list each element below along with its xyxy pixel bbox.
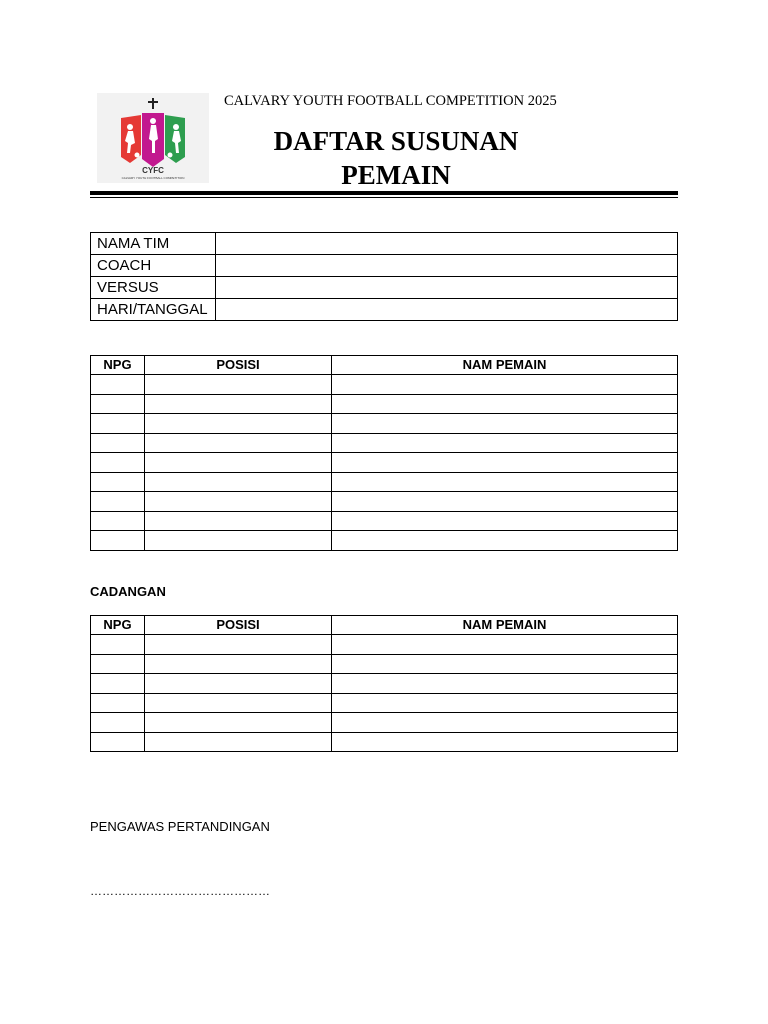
npg-cell[interactable] xyxy=(91,732,145,752)
col-header-posisi: POSISI xyxy=(145,356,332,375)
title-line-2: PEMAIN xyxy=(341,160,451,190)
nama-pemain-cell[interactable] xyxy=(332,531,678,551)
info-label: HARI/TANGGAL xyxy=(91,299,216,321)
npg-cell[interactable] xyxy=(91,394,145,414)
col-header-npg: NPG xyxy=(91,616,145,635)
info-label: COACH xyxy=(91,255,216,277)
nama-pemain-cell[interactable] xyxy=(332,511,678,531)
nama-pemain-cell[interactable] xyxy=(332,472,678,492)
table-row xyxy=(91,394,678,414)
npg-cell[interactable] xyxy=(91,414,145,434)
col-header-nama: NAM PEMAIN xyxy=(332,356,678,375)
table-row xyxy=(91,635,678,655)
posisi-cell[interactable] xyxy=(145,433,332,453)
table-row xyxy=(91,531,678,551)
competition-title: CALVARY YOUTH FOOTBALL COMPETITION 2025 xyxy=(224,93,557,109)
npg-cell[interactable] xyxy=(91,375,145,395)
npg-cell[interactable] xyxy=(91,693,145,713)
posisi-cell[interactable] xyxy=(145,635,332,655)
header-rule-thick xyxy=(90,191,678,195)
nama-pemain-cell[interactable] xyxy=(332,732,678,752)
posisi-cell[interactable] xyxy=(145,375,332,395)
info-row-nama-tim xyxy=(91,233,678,255)
nama-pemain-cell[interactable] xyxy=(332,635,678,655)
posisi-cell[interactable] xyxy=(145,713,332,733)
npg-cell[interactable] xyxy=(91,713,145,733)
table-row xyxy=(91,492,678,512)
posisi-cell[interactable] xyxy=(145,511,332,531)
document-title xyxy=(246,124,546,192)
nama-pemain-cell[interactable] xyxy=(332,713,678,733)
posisi-cell[interactable] xyxy=(145,732,332,752)
nama-pemain-cell[interactable] xyxy=(332,492,678,512)
nama-pemain-cell[interactable] xyxy=(332,654,678,674)
header-rule-thin xyxy=(90,197,678,198)
npg-cell[interactable] xyxy=(91,654,145,674)
info-label: VERSUS xyxy=(91,277,216,299)
posisi-cell[interactable] xyxy=(145,693,332,713)
logo-text: CYFC xyxy=(142,166,164,175)
roster-header-row xyxy=(91,356,678,375)
table-row xyxy=(91,414,678,434)
col-header-posisi: POSISI xyxy=(145,616,332,635)
pengawas-label: PENGAWAS PERTANDINGAN xyxy=(90,819,270,834)
cyfc-logo xyxy=(97,93,209,183)
col-header-nama: NAM PEMAIN xyxy=(332,616,678,635)
nama-pemain-cell[interactable] xyxy=(332,674,678,694)
info-value-field[interactable] xyxy=(216,255,678,277)
posisi-cell[interactable] xyxy=(145,492,332,512)
info-value-field[interactable] xyxy=(216,299,678,321)
table-row xyxy=(91,713,678,733)
signature-line: ……………………………………… xyxy=(90,884,270,898)
starting-roster-body xyxy=(91,375,678,551)
substitutes-body xyxy=(91,635,678,752)
npg-cell[interactable] xyxy=(91,492,145,512)
table-row xyxy=(91,693,678,713)
title-line-1: DAFTAR SUSUNAN xyxy=(273,126,519,156)
logo-subtext: CALVARY YOUTH FOOTBALL COMPETITION xyxy=(121,176,185,180)
nama-pemain-cell[interactable] xyxy=(332,433,678,453)
table-row xyxy=(91,472,678,492)
posisi-cell[interactable] xyxy=(145,531,332,551)
nama-pemain-cell[interactable] xyxy=(332,375,678,395)
posisi-cell[interactable] xyxy=(145,674,332,694)
nama-pemain-cell[interactable] xyxy=(332,394,678,414)
npg-cell[interactable] xyxy=(91,531,145,551)
table-row xyxy=(91,511,678,531)
npg-cell[interactable] xyxy=(91,453,145,473)
table-row xyxy=(91,375,678,395)
posisi-cell[interactable] xyxy=(145,394,332,414)
npg-cell[interactable] xyxy=(91,674,145,694)
posisi-cell[interactable] xyxy=(145,453,332,473)
cadangan-heading: CADANGAN xyxy=(90,584,166,599)
npg-cell[interactable] xyxy=(91,635,145,655)
posisi-cell[interactable] xyxy=(145,654,332,674)
table-row xyxy=(91,732,678,752)
roster-header-row xyxy=(91,616,678,635)
col-header-npg: NPG xyxy=(91,356,145,375)
info-row-versus xyxy=(91,277,678,299)
starting-roster-table xyxy=(90,355,678,551)
nama-pemain-cell[interactable] xyxy=(332,693,678,713)
npg-cell[interactable] xyxy=(91,472,145,492)
table-row xyxy=(91,453,678,473)
info-row-hari-tanggal xyxy=(91,299,678,321)
info-value-field[interactable] xyxy=(216,233,678,255)
npg-cell[interactable] xyxy=(91,433,145,453)
substitutes-table xyxy=(90,615,678,752)
table-row xyxy=(91,674,678,694)
npg-cell[interactable] xyxy=(91,511,145,531)
posisi-cell[interactable] xyxy=(145,472,332,492)
table-row xyxy=(91,654,678,674)
posisi-cell[interactable] xyxy=(145,414,332,434)
info-label: NAMA TIM xyxy=(91,233,216,255)
info-value-field[interactable] xyxy=(216,277,678,299)
nama-pemain-cell[interactable] xyxy=(332,414,678,434)
nama-pemain-cell[interactable] xyxy=(332,453,678,473)
table-row xyxy=(91,433,678,453)
team-info-table xyxy=(90,232,678,321)
info-row-coach xyxy=(91,255,678,277)
